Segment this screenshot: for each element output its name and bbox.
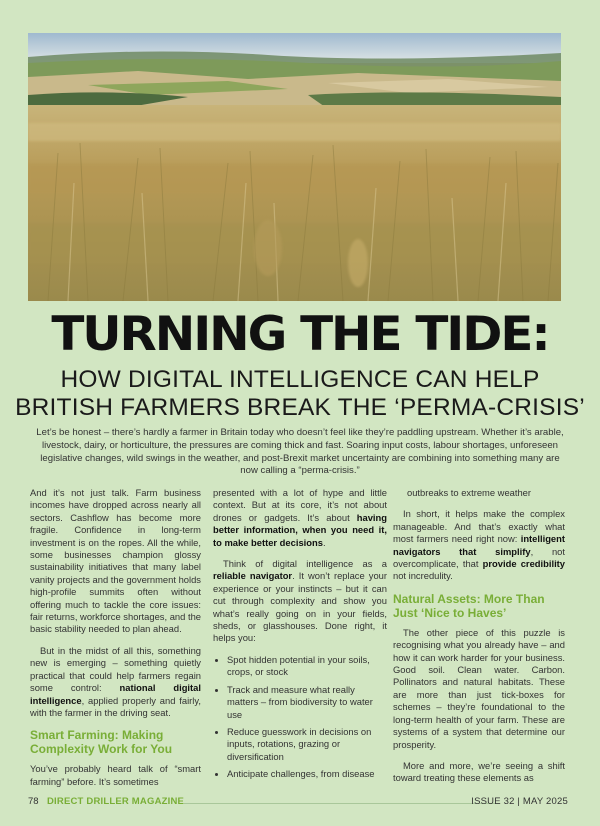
intro-paragraph: Let’s be honest – there’s hardly a farmer in Britain today who doesn’t feel like they’re paddling upstream. Whether it’s arable, livestock, dairy, or horticulture, the pressures are coming thick and fast. Soaring input costs, labour shortages, unforeseen legislative changes, wild swings in the weather, and post-Brexit market uncertainty are combining into something many are now calling a “perma-crisis.”	[36, 427, 564, 477]
subhead-natural-assets: Natural Assets: More Than Just ‘Nice to Haves’	[393, 591, 545, 620]
col3-paragraph-2: The other piece of this puzzle is recognising what you already have – and how it can work harder for your business. Good soil. Clean water. Carbon. Pollinators and natural habitats. These are more than just tick-boxes for schemes – they’re foundational to the long-term health of your farm. These are systems of a system that determine our prosperity.	[393, 626, 565, 750]
article-column-3	[393, 487, 565, 794]
highlight-intelligent-navigators: intelligent navigators that simplify	[393, 533, 565, 557]
article-column-2	[213, 487, 387, 786]
hero-wheat-field-photo	[28, 33, 561, 301]
article-column-1	[30, 487, 201, 797]
col2-paragraph-1: presented with a lot of hype and little context. But at its core, it’s not about drones or gadgets. It’s about having better information, when you need it, to make better decisions.	[213, 487, 387, 548]
page-footer	[28, 795, 568, 809]
highlight-reliable-navigator: reliable navigator	[213, 570, 293, 582]
highlight-better-information: having better information, when you need it, to make better decisions	[213, 511, 387, 548]
footer-divider	[184, 803, 500, 804]
col3-paragraph-1: In short, it helps make the complex manageable. And that’s exactly what most farmers need right now: intelligent navigators that simplify, not overcomplicate, that provide credibility not incredulity.	[393, 508, 566, 582]
list-item: • Reduce guesswork in decisions on inputs, rotations, grazing or diversification	[227, 726, 387, 763]
magazine-name: DIRECT DRILLER MAGAZINE	[47, 796, 185, 807]
list-item: • Spot hidden potential in your soils, crops, or stock	[227, 654, 387, 679]
col2-paragraph-2: Think of digital intelligence as a reliable navigator. It won’t replace your experience or your instincts – but it can cut through complexity and show you what’s really going on in your fields, sheds, or glasshouses. Done right, it helps you:	[213, 558, 387, 644]
subhead-smart-farming: Smart Farming: Making Complexity Work for You	[30, 728, 173, 757]
highlight-provide-credibility: provide credibility	[482, 558, 566, 570]
list-item: • Track and measure what really matters – from biodiversity to water use	[227, 684, 387, 721]
benefits-list	[213, 654, 387, 781]
col1-paragraph-2: But in the midst of all this, something new is emerging – something quietly practical that could help farmers regain some control: national digital intelligence, applied properly and fairly, with the farmer in the driving seat.	[30, 644, 201, 718]
col1-paragraph-3: You’ve probably heard talk of “smart farming” before. It’s sometimes	[30, 763, 201, 787]
issue-label: ISSUE 32 | MAY 2025	[471, 796, 568, 807]
headline-subtitle-line-2: BRITISH FARMERS BREAK THE ‘PERMA-CRISIS’	[15, 394, 585, 421]
highlight-national-digital-intelligence: national digital intelligence	[30, 682, 201, 706]
wheat-field-image	[28, 33, 561, 301]
list-item: • Anticipate challenges, from disease	[227, 768, 387, 780]
headline-title: TURNING THE TIDE:	[51, 307, 549, 362]
col3-paragraph-3: More and more, we’re seeing a shift toward treating these elements as	[393, 759, 565, 784]
page-number: 78	[28, 796, 39, 807]
col1-paragraph-1: And it’s not just talk. Farm business incomes have dropped across nearly all sectors. Cashflow has become more fragile. Confidence in long-term investment is on the ropes. All the while, some businesses champion glossy sustainability initiatives that many label vanity projects and the government holds high-profile summits often without offering much to tackle the core issues: fair returns, workforce shortages, and the basic stability needed to plan ahead.	[30, 487, 201, 635]
headline-subtitle-line-1: HOW DIGITAL INTELLIGENCE CAN HELP	[60, 366, 540, 393]
col3-continued-bullet: outbreaks to extreme weather	[407, 487, 532, 498]
